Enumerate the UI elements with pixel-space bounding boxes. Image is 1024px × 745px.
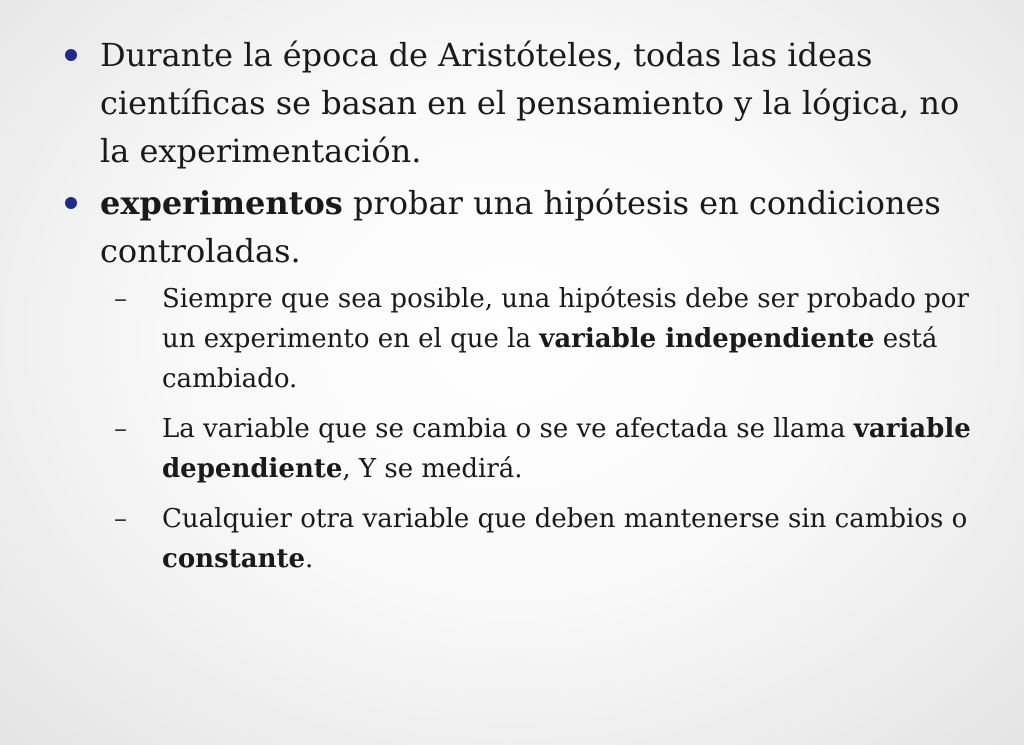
dash-marker: – xyxy=(114,504,127,534)
sub-item-constant xyxy=(62,499,982,579)
sub-text: Cualquier otra variable que deben mantenerse sin cambios o xyxy=(162,504,968,534)
bullet-dot-icon xyxy=(65,197,77,209)
bullet-text: Durante la época de Aristóteles, todas las ideas científicas se basan en el pensamiento y la lógica, no la experimentación. xyxy=(100,36,960,170)
sub-bold-term: constante xyxy=(162,544,306,574)
sub-item-dependent-variable xyxy=(62,409,982,489)
bullet-bold-term: experimentos xyxy=(100,184,343,222)
sub-item-independent-variable xyxy=(62,279,982,399)
bullet-item-aristotle xyxy=(62,31,982,175)
sub-bold-term: variable independiente xyxy=(539,324,875,354)
dash-marker: – xyxy=(114,284,127,314)
slide-content xyxy=(62,31,982,589)
bullet-item-experiments xyxy=(62,179,982,275)
sub-text: , Y se medirá. xyxy=(342,454,523,484)
sub-text: . xyxy=(305,544,314,574)
dash-marker: – xyxy=(114,414,127,444)
bullet-dot-icon xyxy=(65,49,77,61)
sub-text: La variable que se cambia o se ve afectada se llama xyxy=(162,414,854,444)
sub-text: Siempre que sea posible, una hipótesis debe ser probado por un experimento en el que la xyxy=(162,284,969,354)
sub-bold-term: variable dependiente xyxy=(162,414,971,484)
bullet-text: probar una hipótesis en condiciones controladas. xyxy=(100,184,941,270)
sub-text: está cambiado. xyxy=(162,324,938,394)
